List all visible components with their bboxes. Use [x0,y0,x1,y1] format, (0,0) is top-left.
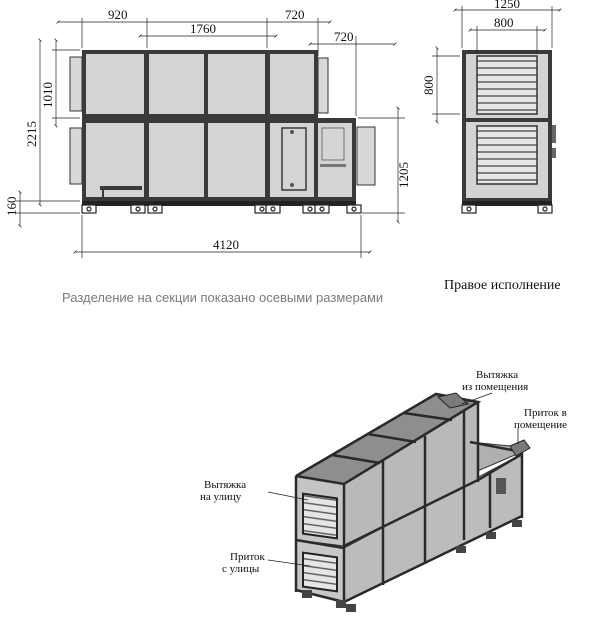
label-supply-room-2: помещение [514,419,568,431]
dim-160: 160 [4,196,19,216]
lower-tier [82,118,356,201]
label-exhaust-street-1: Вытяжка [204,479,247,491]
label-exhaust-room-2: из помещения [462,381,529,393]
upper-tier [82,50,318,118]
dim-1205: 1205 [396,162,411,188]
dim-1250: 1250 [494,0,520,11]
side-view [421,0,561,293]
left-upper-duct [70,57,82,111]
dim-800-horizontal: 800 [494,15,514,30]
section-note: Разделение на секции показано осевыми размерами [62,290,384,305]
lower-grille [477,126,537,184]
dim-920: 920 [108,7,128,22]
dim-800-vertical: 800 [421,75,436,95]
label-supply-street-2: с улицы [222,563,260,575]
side-view-title: Правое исполнение [444,278,561,293]
dim-4120: 4120 [213,237,239,252]
support-feet [82,205,361,213]
label-exhaust-room-1: Вытяжка [476,369,519,381]
left-lower-duct [70,128,82,184]
iso-view [200,369,567,612]
dim-1010: 1010 [40,82,55,108]
upper-grille [477,56,537,114]
right-lower-duct [357,127,375,185]
iso-lower-grille [303,553,337,592]
iso-upper-grille [303,494,337,539]
dim-720-side: 720 [334,29,354,44]
label-supply-room-1: Приток в [524,407,567,419]
label-exhaust-street-2: на улицу [200,491,242,503]
label-supply-street-1: Приток [230,551,265,563]
front-view [4,7,411,258]
dim-1760: 1760 [190,21,216,36]
dim-2215: 2215 [24,121,39,147]
right-upper-duct [318,58,328,113]
dim-720-top: 720 [285,7,305,22]
